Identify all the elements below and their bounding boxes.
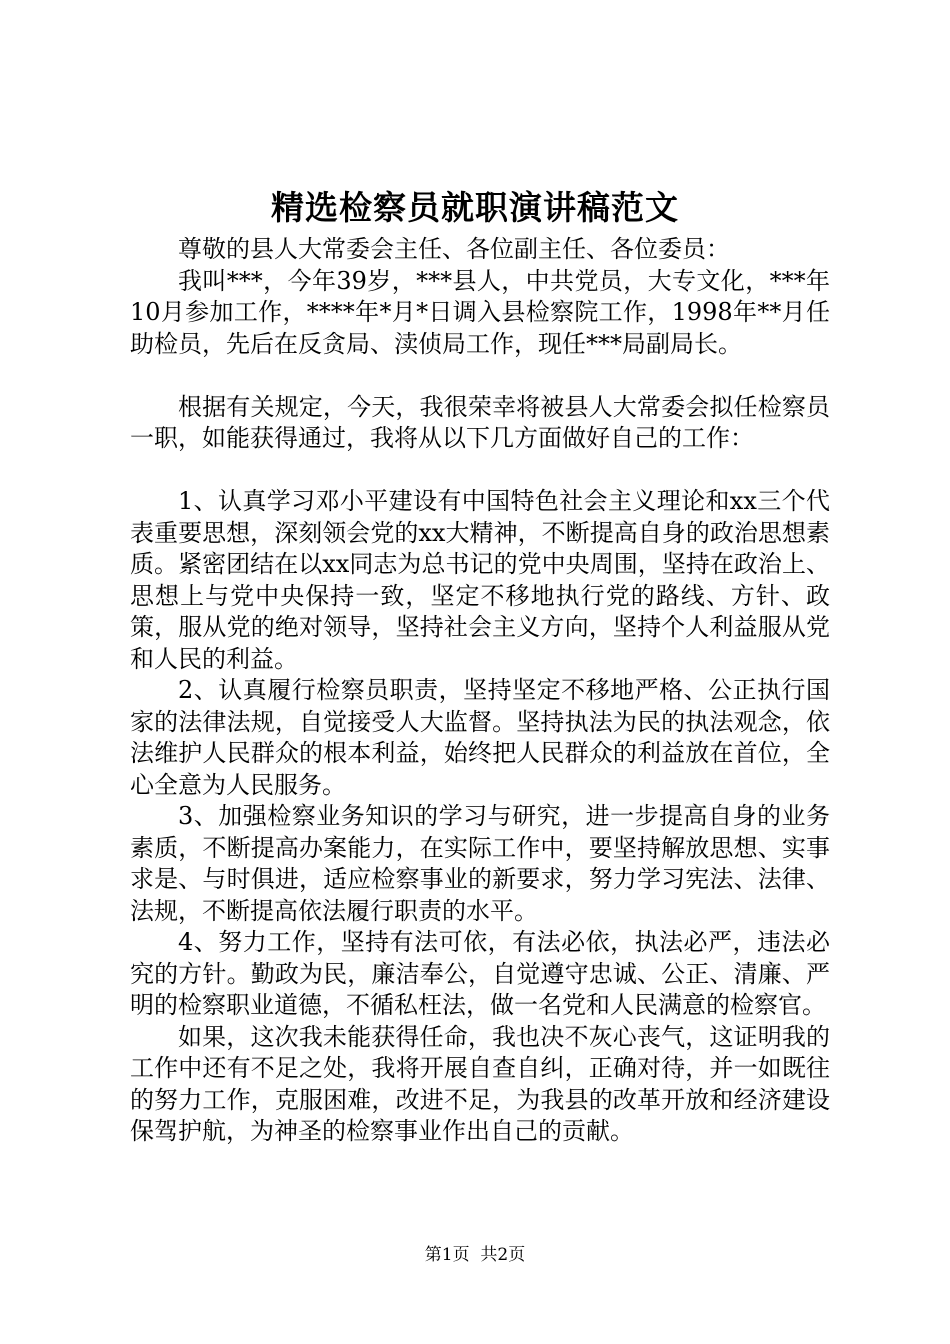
paragraph-closing: 如果，这次我未能获得任命，我也决不灰心丧气，这证明我的工作中还有不足之处，我将开展自查自纠，正确对待，并一如既往的努力工作，克服困难，改进不足，为我县的改革开放和经济建设保驾护航，为神圣的检察事业作出自己的贡献。 (130, 1022, 830, 1145)
paragraph-point-3: 3、加强检察业务知识的学习与研究，进一步提高自身的业务素质，不断提高办案能力，在实际工作中，要坚持解放思想、实事求是、与时俱进，适应检察事业的新要求，努力学习宪法、法律、法规，不断提高依法履行职责的水平。 (130, 802, 830, 925)
document-body (130, 234, 830, 1148)
paragraph-point-1: 1、认真学习邓小平建设有中国特色社会主义理论和xx三个代表重要思想，深刻领会党的xx大精神，不断提高自身的政治思想素质。紧密团结在以xx同志为总书记的党中央周围，坚持在政治上、思想上与党中央保持一致，坚定不移地执行党的路线、方针、政策，服从党的绝对领导，坚持社会主义方向，坚持个人利益服从党和人民的利益。 (130, 487, 830, 673)
paragraph-intro: 我叫***，今年39岁，***县人，中共党员，大专文化，***年10月参加工作，****年*月*日调入县检察院工作，1998年**月任助检员，先后在反贪局、渎侦局工作，现任***局副局长。 (130, 266, 830, 358)
paragraph-statement: 根据有关规定，今天，我很荣幸将被县人大常委会拟任检察员一职，如能获得通过，我将从以下几方面做好自己的工作： (130, 392, 830, 452)
document-title: 精选检察员就职演讲稿范文 (271, 188, 679, 227)
paragraph-point-4: 4、努力工作，坚持有法可依，有法必依，执法必严，违法必究的方针。勤政为民，廉洁奉公，自觉遵守忠诚、公正、清廉、严明的检察职业道德，不循私枉法，做一名党和人民满意的检察官。 (130, 928, 830, 1019)
salutation: 尊敬的县人大常委会主任、各位副主任、各位委员： (178, 235, 730, 263)
page-number-footer: 第1页 共2页 (424, 1245, 526, 1265)
paragraph-point-2: 2、认真履行检察员职责，坚持坚定不移地严格、公正执行国家的法律法规，自觉接受人大监督。坚持执法为民的执法观念，依法维护人民群众的根本利益，始终把人民群众的利益放在首位，全心全意为人民服务。 (130, 676, 830, 799)
